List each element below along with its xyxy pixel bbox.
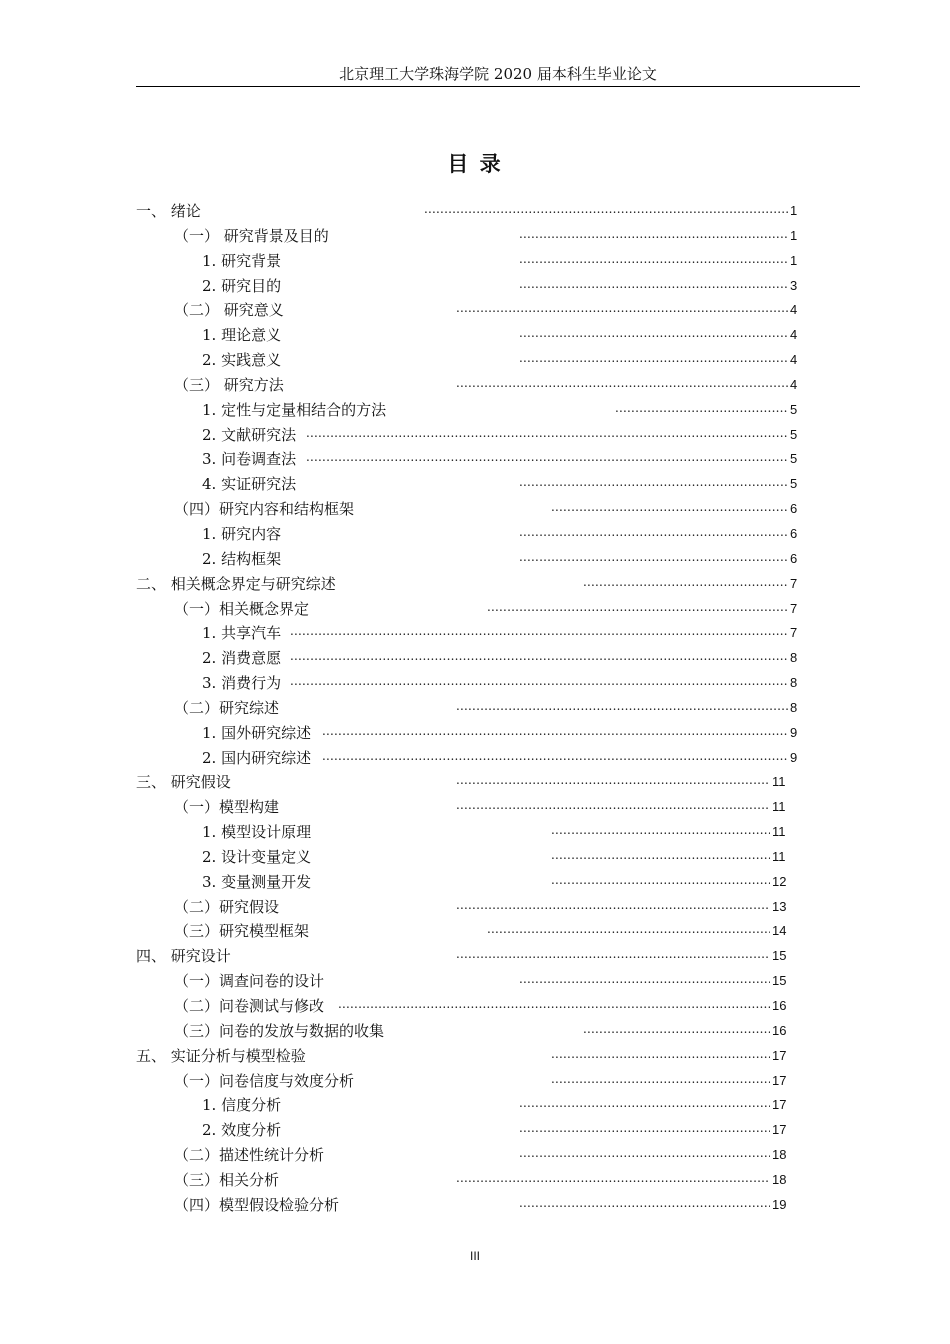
dot-leader [456,1168,770,1193]
dot-leader [456,944,770,969]
dot-leader [424,199,788,224]
toc-entry-page: 9 [790,724,798,740]
toc-entry-title: 3. 问卷调查法 [202,450,297,469]
dot-leader [551,497,788,522]
toc-entry-page: 16 [772,998,787,1013]
toc-entry-title: 1. 共享汽车 [202,624,282,643]
toc-entry-title: （一）模型构建 [174,798,280,817]
toc-entry[interactable] [136,224,800,249]
dot-leader [519,1193,770,1218]
running-header: 北京理工大学珠海学院 2020 届本科生毕业论文 [136,62,860,87]
toc-entry[interactable] [136,373,800,398]
toc-entry-title: （三）相关分析 [174,1170,280,1189]
toc-entry[interactable] [136,671,800,696]
toc-entry[interactable] [136,522,800,547]
toc-entry-page: 17 [772,1097,787,1113]
dot-leader [615,398,788,423]
toc-entry[interactable] [136,994,800,1019]
toc-entry[interactable] [136,547,800,572]
dot-leader [487,597,788,622]
toc-entry-title: 2. 消费意愿 [202,649,282,668]
toc-entry-page: 11 [772,799,786,815]
toc-entry-title: 2. 结构框架 [202,549,282,568]
dot-leader [583,1019,770,1044]
toc-entry[interactable] [136,597,800,622]
toc-entry-title: 2. 实践意义 [202,351,282,370]
table-of-contents [136,199,800,1218]
dot-leader [551,820,770,845]
page-number: III [469,1249,480,1263]
toc-entry[interactable] [136,621,800,646]
toc-entry[interactable] [136,919,800,944]
toc-entry-page: 16 [772,1022,787,1038]
toc-entry[interactable] [136,199,800,224]
toc-entry[interactable] [136,1193,800,1218]
toc-entry-page: 4 [790,327,798,343]
toc-entry-page: 4 [790,302,798,318]
toc-entry[interactable] [136,1168,800,1193]
toc-entry[interactable] [136,1044,800,1069]
toc-entry-title: （一）调查问卷的设计 [174,972,325,991]
dot-leader [519,348,788,373]
toc-entry[interactable] [136,1019,800,1044]
toc-entry-page: 15 [772,973,787,989]
dot-leader [306,423,788,448]
toc-entry-title: （三）研究模型框架 [174,922,310,941]
toc-entry-title: （四）模型假设检验分析 [174,1195,340,1214]
toc-entry[interactable] [136,1069,800,1094]
toc-entry[interactable] [136,969,800,994]
toc-entry-page: 8 [790,650,798,666]
toc-entry-page: 7 [790,575,798,591]
toc-entry-title: 1. 信度分析 [202,1096,282,1115]
toc-entry[interactable] [136,274,800,299]
dot-leader [519,1143,770,1168]
dot-leader [519,224,788,249]
toc-entry-title: 2. 文献研究法 [202,425,297,444]
dot-leader [456,895,770,920]
toc-entry-page: 6 [790,525,798,541]
toc-entry-title: 1. 国外研究综述 [202,723,312,742]
toc-entry-title: （三）问卷的发放与数据的收集 [174,1021,385,1040]
dot-leader [551,845,770,870]
dot-leader [487,919,770,944]
toc-entry[interactable] [136,398,800,423]
toc-entry-page: 3 [790,277,798,293]
toc-entry-page: 1 [790,203,798,218]
toc-entry-title: 3. 消费行为 [202,674,282,693]
toc-entry-title: （二）问卷测试与修改 [174,997,325,1015]
toc-entry-title: （一）问卷信度与效度分析 [174,1071,355,1090]
toc-entry[interactable] [136,423,800,448]
toc-entry-title: （三） 研究方法 [174,375,284,394]
dot-leader [290,671,788,696]
dot-leader [456,298,788,323]
toc-entry-title: （二）研究假设 [174,897,280,916]
dot-leader [519,1093,770,1118]
toc-entry[interactable] [136,820,800,845]
toc-entry[interactable] [136,696,800,721]
toc-entry-page: 15 [772,948,787,964]
dot-leader [519,323,788,348]
toc-entry[interactable] [136,870,800,895]
dot-leader [338,994,770,1019]
toc-entry[interactable] [136,1093,800,1118]
toc-entry-title: （一）相关概念界定 [174,599,310,618]
dot-leader [519,249,788,274]
dot-leader [322,721,788,746]
toc-entry-title: 1. 理论意义 [202,326,282,345]
dot-leader [519,522,788,547]
toc-entry-page: 13 [772,898,787,914]
dot-leader [456,770,770,795]
toc-entry-page: 1 [790,252,798,268]
dot-leader [551,1044,770,1069]
toc-entry-title: 1. 研究背景 [202,251,282,270]
toc-entry[interactable] [136,746,800,771]
toc-entry-page: 12 [772,873,787,889]
toc-entry-page: 17 [772,1047,787,1063]
toc-entry-page: 11 [772,824,786,840]
toc-entry[interactable] [136,348,800,373]
dot-leader [456,795,770,820]
dot-leader [322,746,788,771]
toc-entry-page: 17 [772,1072,787,1088]
toc-entry-title: 1. 定性与定量相结合的方法 [202,400,387,419]
toc-entry-page: 18 [772,1147,787,1163]
toc-entry-page: 1 [790,227,798,243]
toc-entry-page: 11 [772,848,786,864]
toc-entry[interactable] [136,845,800,870]
toc-entry-title: 4. 实证研究法 [202,475,297,494]
toc-entry[interactable] [136,1143,800,1168]
toc-entry[interactable] [136,646,800,671]
toc-entry[interactable] [136,298,800,323]
dot-leader [456,696,788,721]
dot-leader [456,373,788,398]
toc-entry-title: 1. 模型设计原理 [202,823,312,842]
toc-title: 目 录 [447,151,503,176]
toc-entry-title: 2. 设计变量定义 [202,847,312,866]
toc-entry-title: 2. 效度分析 [202,1121,282,1140]
toc-entry-title: 四、 研究设计 [136,947,231,966]
dot-leader [519,1118,770,1143]
toc-entry-title: 二、 相关概念界定与研究综述 [136,574,336,593]
dot-leader [306,447,788,472]
toc-entry[interactable] [136,1118,800,1143]
toc-entry-page: 14 [772,923,787,939]
toc-entry-title: （二）描述性统计分析 [174,1146,325,1165]
toc-entry-page: 6 [790,550,798,566]
dot-leader [551,1069,770,1094]
toc-entry-title: 2. 国内研究综述 [202,748,312,767]
dot-leader [519,274,788,299]
toc-entry[interactable] [136,770,800,795]
toc-entry-page: 7 [790,625,798,641]
toc-entry-page: 17 [772,1122,787,1138]
toc-entry[interactable] [136,472,800,497]
toc-entry[interactable] [136,944,800,969]
toc-entry-page: 19 [772,1196,787,1212]
toc-entry[interactable] [136,323,800,348]
toc-entry-page: 7 [790,600,798,616]
toc-entry[interactable] [136,795,800,820]
toc-entry-title: 一、 绪论 [136,202,201,220]
toc-entry-title: 五、 实证分析与模型检验 [136,1046,306,1065]
toc-entry[interactable] [136,447,800,472]
toc-entry-page: 8 [790,675,798,691]
dot-leader [583,572,788,597]
dot-leader [519,969,770,994]
toc-entry-page: 9 [790,749,798,765]
toc-entry-title: （一） 研究背景及目的 [174,226,329,245]
toc-entry-title: （二） 研究意义 [174,301,284,320]
toc-entry[interactable] [136,497,800,522]
toc-entry[interactable] [136,249,800,274]
dot-leader [519,547,788,572]
toc-entry-page: 5 [790,476,798,492]
toc-entry-page: 18 [772,1171,787,1187]
toc-entry-title: 1. 研究内容 [202,524,282,543]
toc-entry[interactable] [136,572,800,597]
toc-entry-page: 8 [790,699,798,715]
toc-entry[interactable] [136,721,800,746]
toc-entry-title: 3. 变量测量开发 [202,872,312,891]
dot-leader [551,870,770,895]
toc-entry-title: 2. 研究目的 [202,276,282,295]
toc-entry-page: 4 [790,352,798,368]
dot-leader [519,472,788,497]
dot-leader [290,621,788,646]
toc-entry-page: 4 [790,376,798,392]
toc-entry-title: （四）研究内容和结构框架 [174,500,355,519]
toc-entry-page: 5 [790,451,798,467]
toc-entry-page: 5 [790,401,798,417]
dot-leader [290,646,788,671]
toc-entry[interactable] [136,895,800,920]
toc-entry-page: 11 [772,774,786,790]
toc-entry-page: 6 [790,501,798,517]
toc-entry-title: （二）研究综述 [174,698,280,717]
toc-entry-title: 三、 研究假设 [136,773,231,792]
toc-entry-page: 5 [790,426,798,442]
